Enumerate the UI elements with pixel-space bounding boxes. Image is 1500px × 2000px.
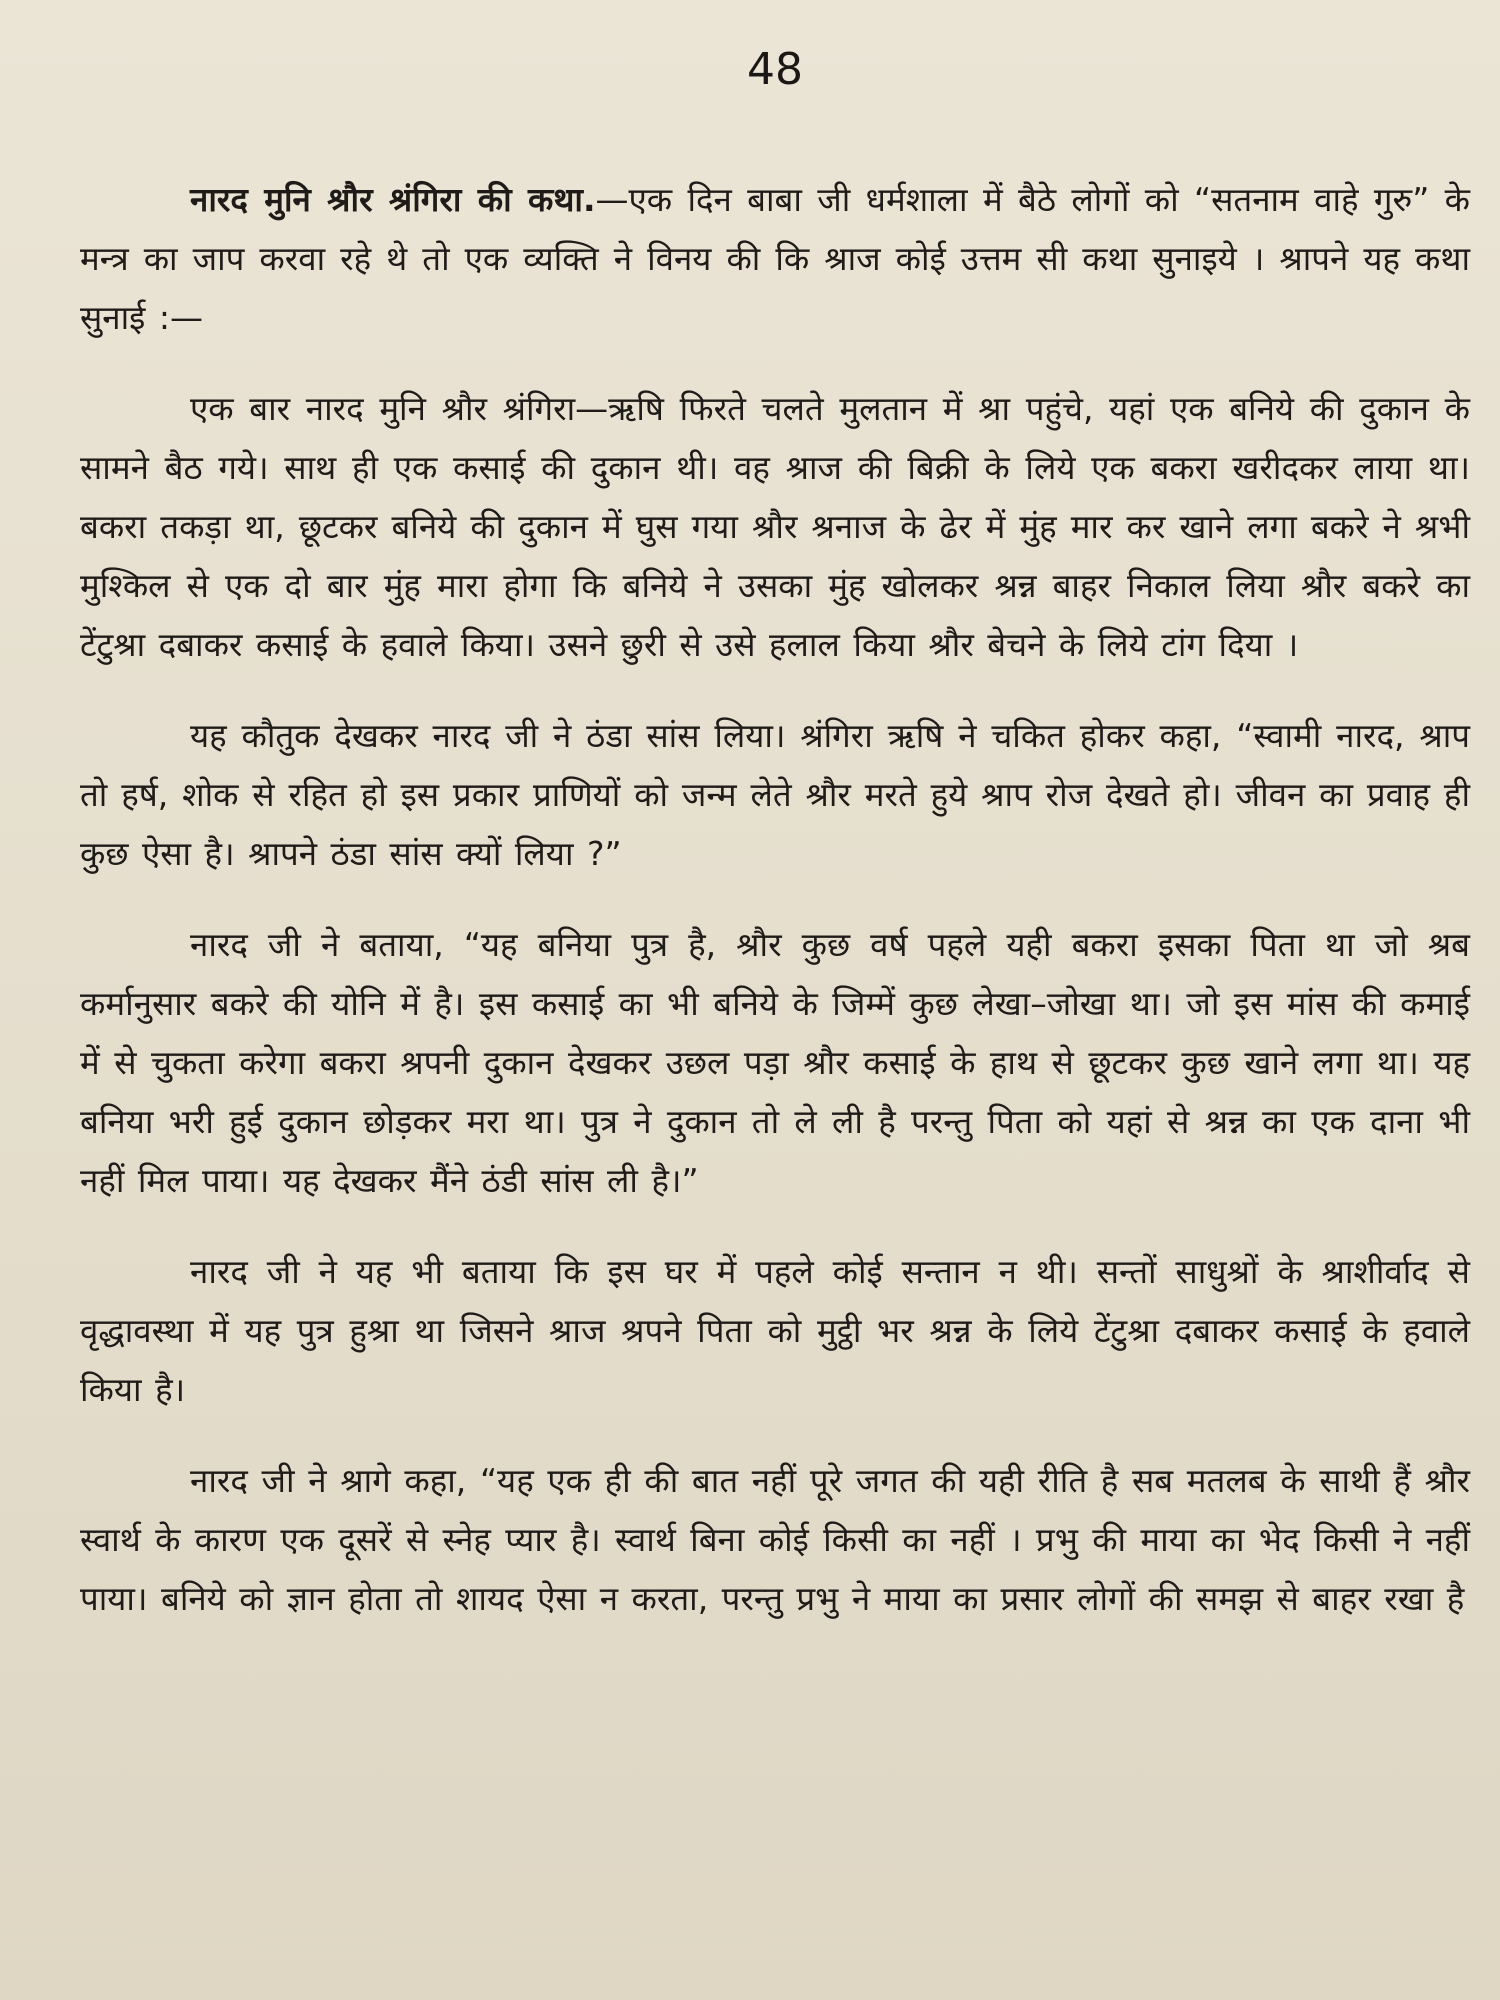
paragraph-3: यह कौतुक देखकर नारद जी ने ठंडा सांस लिया। श्रंगिरा ऋषि ने चकित होकर कहा, “स्वामी नारद, श्राप तो हर्ष, शोक से रहित हो इस प्रकार प्राणियों को जन्म लेते श्रौर मरते हुये श्राप रोज देखते हो। जीवन का प्रवाह ही कुछ ऐसा है। श्रापने ठंडा सांस क्यों लिया ?”: [80, 716, 1470, 873]
paragraph-5: नारद जी ने यह भी बताया कि इस घर में पहले कोई सन्तान न थी। सन्तों साधुश्रों के श्राशीर्वाद से वृद्धावस्था में यह पुत्र हुश्रा था जिसने श्राज श्रपने पिता को मुट्ठी भर श्रन्न के लिये टेंटुश्रा दबाकर कसाई के हवाले किया है।: [80, 1252, 1470, 1409]
story-heading: नारद मुनि श्रौर श्रंगिरा की कथा.: [190, 180, 596, 219]
paragraph-1-text: —एक दिन बाबा जी धर्मशाला में बैठे लोगों को “सतनाम वाहे गुरु” के मन्त्र का जाप करवा रहे थे तो एक व्यक्ति ने विनय की कि श्राज कोई उत्तम सी कथा सुनाइये । श्रापने यह कथा सुनाई :—: [80, 180, 1470, 337]
paragraph-6: नारद जी ने श्रागे कहा, “यह एक ही की बात नहीं पूरे जगत की यही रीति है सब मतलब के साथी हैं श्रौर स्वार्थ के कारण एक दूसरें से स्नेह प्यार है। स्वार्थ बिना कोई किसी का नहीं । प्रभु की माया का भेद किसी ने नहीं पाया। बनिये को ज्ञान होता तो शायद ऐसा न करता, परन्तु प्रभु ने माया का प्रसार लोगों की समझ से बाहर रखा है: [80, 1461, 1470, 1618]
page-number: 48: [747, 44, 803, 95]
paragraph-4: नारद जी ने बताया, “यह बनिया पुत्र है, श्रौर कुछ वर्ष पहले यही बकरा इसका पिता था जो श्रब कर्मानुसार बकरे की योनि में है। इस कसाई का भी बनिये के जिम्में कुछ लेखा–जोखा था। जो इस मांस की कमाई में से चुकता करेगा बकरा श्रपनी दुकान देखकर उछल पड़ा श्रौर कसाई के हाथ से छूटकर कुछ खाने लगा था। यह बनिया भरी हुई दुकान छोड़कर मरा था। पुत्र ने दुकान तो ले ली है परन्तु पिता को यहां से श्रन्न का एक दाना भी नहीं मिल पाया। यह देखकर मैंने ठंडी सांस ली है।”: [80, 925, 1470, 1200]
paragraph-2: एक बार नारद मुनि श्रौर श्रंगिरा—ऋषि फिरते चलते मुलतान में श्रा पहुंचे, यहां एक बनिये की दुकान के सामने बैठ गये। साथ ही एक कसाई की दुकान थी। वह श्राज की बिक्री के लिये एक बकरा खरीदकर लाया था। बकरा तकड़ा था, छूटकर बनिये की दुकान में घुस गया श्रौर श्रनाज के ढेर में मुंह मार कर खाने लगा बकरे ने श्रभी मुश्किल से एक दो बार मुंह मारा होगा कि बनिये ने उसका मुंह खोलकर श्रन्न बाहर निकाल लिया श्रौर बकरे का टेंटुश्रा दबाकर कसाई के हवाले किया। उसने छुरी से उसे हलाल किया श्रौर बेचने के लिये टांग दिया ।: [80, 389, 1470, 664]
paragraph-1: [80, 170, 1470, 347]
